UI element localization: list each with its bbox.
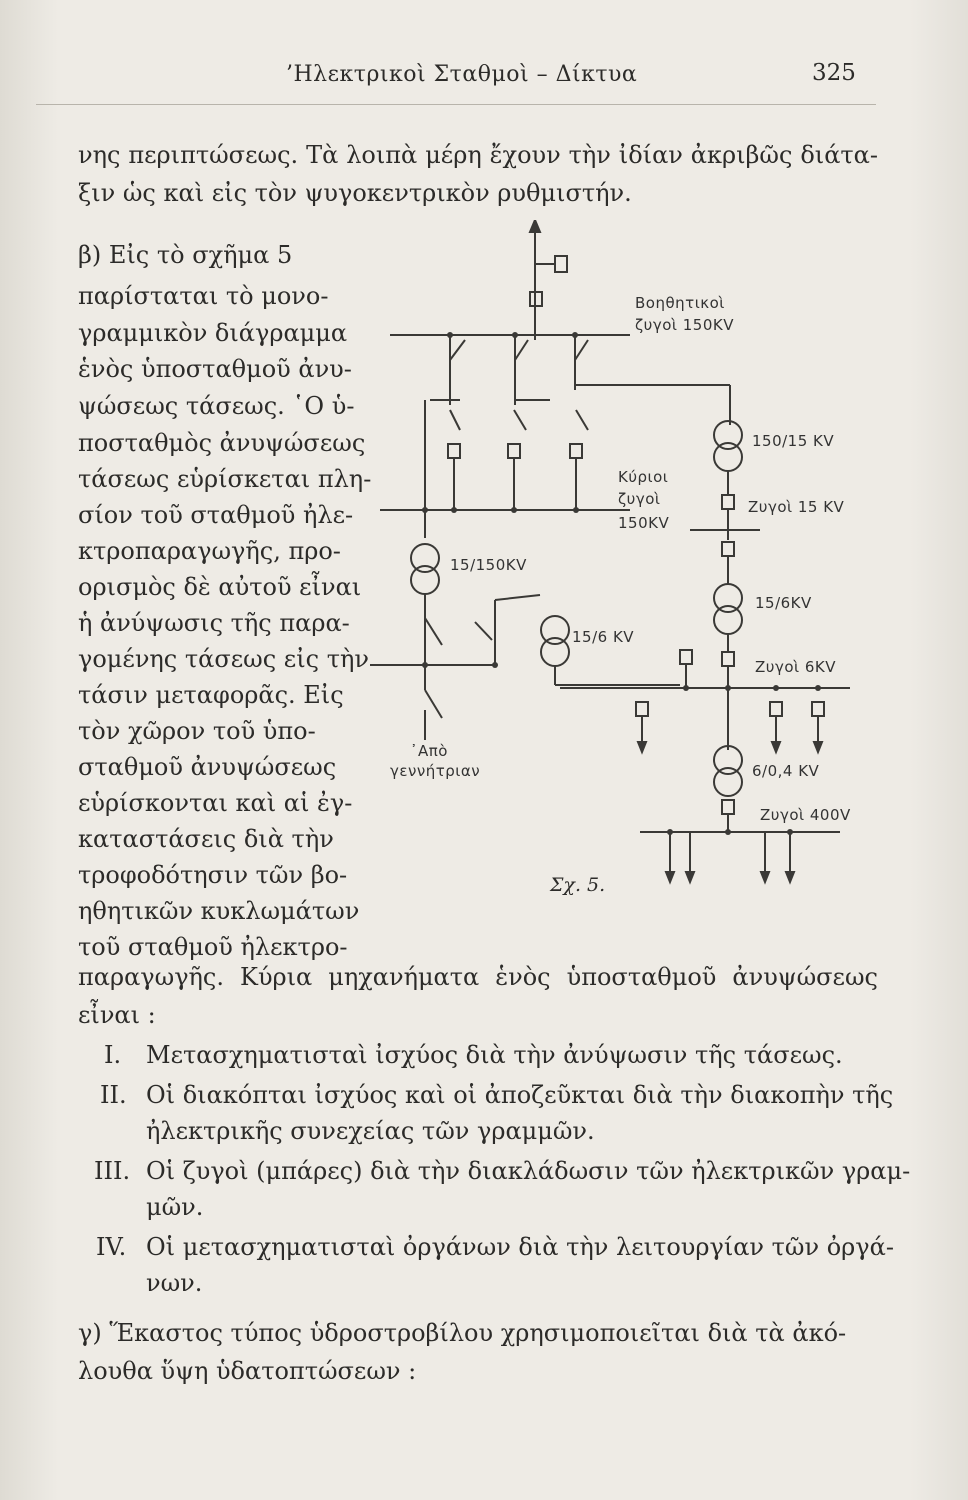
page-number: 325: [812, 60, 856, 86]
text-line: γ) Ἕκαστος τύπος ὑδροστροβίλου χρησιμοποιεῖται διὰ τὰ ἀκό-: [78, 1319, 847, 1347]
list-item: μῶν.: [146, 1193, 204, 1221]
label-tr-15-150: 15/150KV: [450, 556, 527, 574]
label-tr-6-04: 6/0,4 KV: [752, 762, 820, 780]
text-line: γραμμικὸν διάγραμμα: [78, 319, 348, 347]
list-number: III.: [94, 1157, 131, 1185]
text-line: νης περιπτώσεως. Τὰ λοιπὰ μέρη ἔχουν τὴν ἰδίαν ἀκριβῶς διάτα-: [78, 141, 878, 169]
text-line: β) Εἰς τὸ σχῆμα 5: [78, 241, 293, 269]
list-item: ἠλεκτρικῆς συνεχείας τῶν γραμμῶν.: [146, 1117, 595, 1145]
text-line: ἑνὸς ὑποσταθμοῦ ἀνυ-: [78, 355, 352, 383]
label-tr-15-6-a: 15/6 KV: [572, 628, 635, 646]
substation-diagram: [350, 220, 910, 920]
text-line: κτροπαραγωγῆς, προ-: [78, 537, 341, 565]
list-item: νων.: [146, 1269, 203, 1297]
label-generator: γεννήτριαν: [390, 762, 481, 780]
label-aux-bus-kv: ζυγοὶ 150KV: [635, 316, 734, 334]
text-line: ηθητικῶν κυκλωμάτων: [78, 897, 360, 925]
text-line: γομένης τάσεως εἰς τὴν: [78, 645, 369, 673]
text-line: ξιν ὡς καὶ εἰς τὸν ψυγοκεντρικὸν ρυθμιστήν.: [78, 179, 632, 207]
label-bus-400v: Ζυγοὶ 400V: [760, 806, 851, 824]
breaker-symbol: [570, 444, 582, 458]
list-number: IV.: [96, 1233, 127, 1261]
text-line: τάσιν μεταφορᾶς. Εἰς: [78, 681, 344, 709]
text-line: σταθμοῦ ἀνυψώσεως: [78, 753, 337, 781]
list-item: Οἱ μετασχηματισταὶ ὀργάνων διὰ τὴν λειτουργίαν τῶν ὀργά-: [146, 1233, 894, 1261]
single-line-diagram-svg: [350, 220, 910, 920]
label-main-bus: Κύριοι: [618, 468, 669, 486]
text-line: τροφοδότησιν τῶν βο-: [78, 861, 348, 889]
list-item: Οἱ ζυγοὶ (μπάρες) διὰ τὴν διακλάδωσιν τῶν ἠλεκτρικῶν γραμ-: [146, 1157, 911, 1185]
label-from-generator: ᾽Απὸ: [410, 742, 448, 760]
label-main-bus-kv: 150KV: [618, 514, 670, 532]
label-tr-150-15: 150/15 KV: [752, 432, 835, 450]
label-main-bus-2: ζυγοὶ: [618, 490, 661, 508]
text-line: τοῦ σταθμοῦ ἠλεκτρο-: [78, 933, 348, 961]
transformer-winding: [411, 566, 439, 594]
up-arrow-icon: [530, 220, 540, 232]
label-tr-15-6-b: 15/6KV: [755, 594, 812, 612]
label-bus-6kv: Ζυγοὶ 6KV: [755, 658, 836, 676]
list-item: Μετασχηματισταὶ ἰσχύος διὰ τὴν ἀνύψωσιν τῆς τάσεως.: [146, 1041, 843, 1069]
label-aux-bus: Βοηθητικοὶ: [635, 294, 725, 312]
list-number: II.: [100, 1081, 127, 1109]
list-item: Οἱ διακόπται ἰσχύος καὶ οἱ ἀποζεῦκται διὰ τὴν διακοπὴν τῆς: [146, 1081, 894, 1109]
figure-caption: Σχ. 5.: [550, 874, 606, 896]
breaker-symbol: [555, 256, 567, 272]
text-line: ορισμὸς δὲ αὐτοῦ εἶναι: [78, 573, 362, 601]
text-line: εἶναι :: [78, 1001, 156, 1029]
running-title: ’Ηλεκτρικοὶ Σταθμοὶ – Δίκτυα: [286, 62, 638, 87]
header-rule: [36, 104, 876, 105]
text-line: τὸν χῶρον τοῦ ὑπο-: [78, 717, 316, 745]
text-line: λουθα ὕψη ὑδατοπτώσεων :: [78, 1357, 417, 1385]
text-line: ἡ ἀνύψωσις τῆς παρα-: [78, 609, 350, 637]
list-number: I.: [104, 1041, 122, 1069]
text-line: ποσταθμὸς ἀνυψώσεως: [78, 429, 366, 457]
label-bus-15kv: Ζυγοὶ 15 KV: [748, 498, 845, 516]
text-line: εὑρίσκονται καὶ αἱ ἐγ-: [78, 789, 353, 817]
text-line: καταστάσεις διὰ τὴν: [78, 825, 334, 853]
breaker-symbol: [448, 444, 460, 458]
text-line: παραγωγῆς. Κύρια μηχανήματα ἑνὸς ὑποσταθμοῦ ἀνυψώσεως: [78, 963, 878, 991]
text-line: τάσεως εὑρίσκεται πλη-: [78, 465, 372, 493]
transformer-winding: [411, 544, 439, 572]
breaker-symbol: [508, 444, 520, 458]
text-line: παρίσταται τὸ μονο-: [78, 282, 329, 310]
text-line: σίον τοῦ σταθμοῦ ἠλε-: [78, 501, 354, 529]
text-line: ψώσεως τάσεως. ῾Ο ὑ-: [78, 392, 355, 420]
disconnector-blade: [450, 340, 465, 360]
